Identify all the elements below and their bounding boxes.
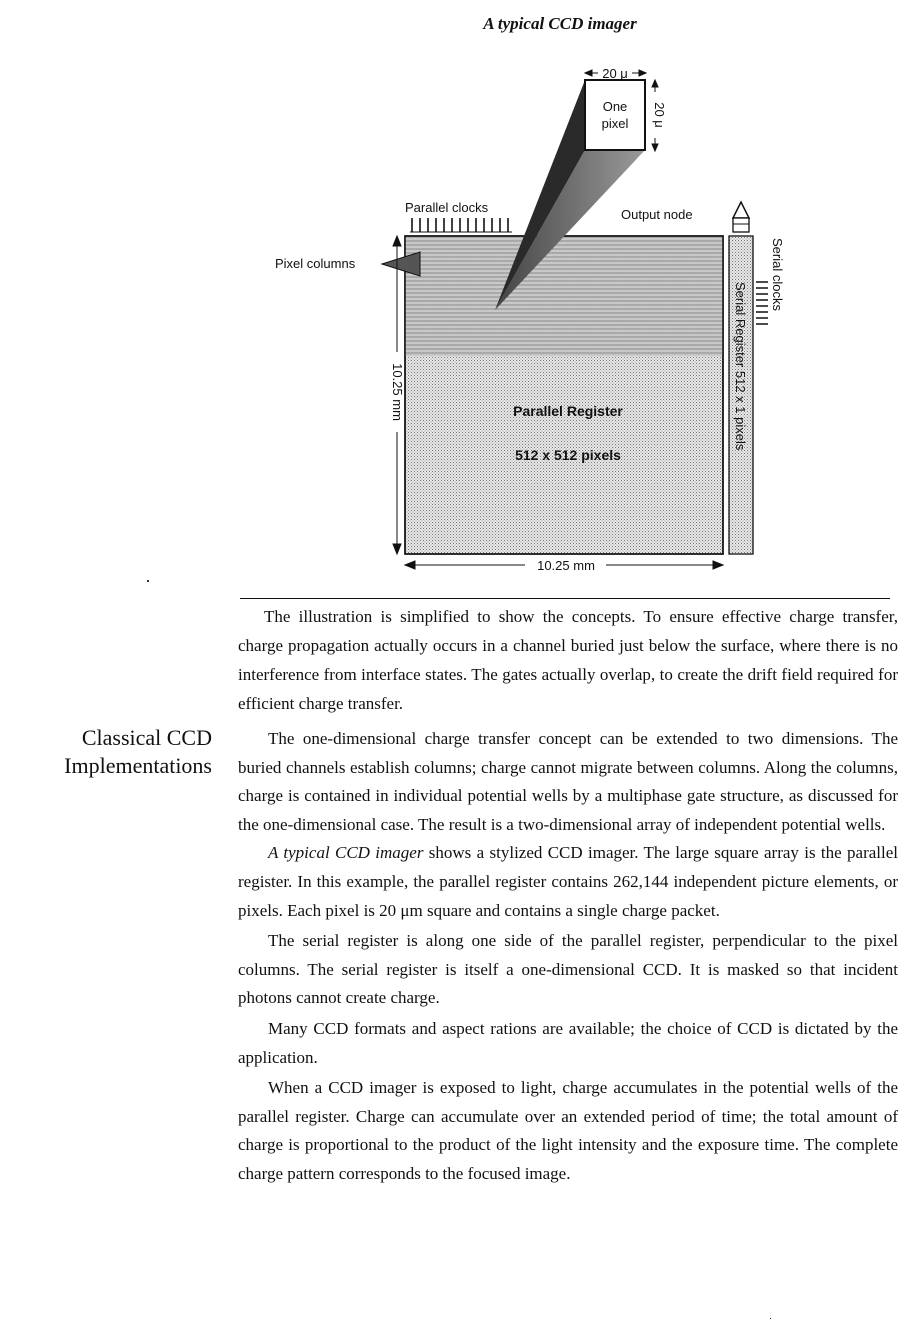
parallel-clocks-label: Parallel clocks: [405, 200, 489, 215]
one-pixel-label-2: pixel: [601, 116, 629, 131]
pixel-width-label: 20 μ: [602, 66, 628, 81]
paragraph: Many CCD formats and aspect rations are available; the choice of CCD is dictated by the application.: [238, 1018, 898, 1067]
paragraph: [238, 839, 898, 925]
parallel-register-label: Parallel Register: [513, 403, 623, 419]
width-dimension-label: 10.25 mm: [537, 558, 595, 573]
section-heading-line-1: Classical CCD: [81, 725, 212, 750]
serial-register-label: Serial Register 512 x 1 pixels: [733, 282, 748, 451]
pixel-height-label: 20 μ: [652, 102, 667, 128]
serial-clocks-label: Serial clocks: [770, 238, 785, 311]
pixel-columns-label: Pixel columns: [275, 256, 356, 271]
paragraph: The serial register is along one side of the parallel register, perpendicular to the pixel columns. The serial register is itself a one-dimensional CCD. It is masked so that incident photons cannot create charge.: [238, 931, 898, 1008]
parallel-clocks-icon: [410, 218, 512, 232]
figure-title: A typical CCD imager: [483, 14, 637, 33]
parallel-register-size-label: 512 x 512 pixels: [515, 447, 621, 463]
one-pixel-label-1: One: [602, 99, 628, 114]
caption-rule: [240, 598, 890, 599]
parallel-register: [405, 236, 723, 554]
serial-clocks-icon: [756, 282, 768, 324]
figure-reference: A typical CCD imager: [268, 843, 424, 863]
ccd-diagram: [0, 0, 915, 590]
output-node-label: Output node: [621, 207, 693, 222]
height-dimension-label: 10.25 mm: [390, 363, 405, 421]
print-speck: [770, 1318, 771, 1319]
section-heading: [14, 724, 212, 780]
output-node-icon: [733, 202, 749, 232]
paragraph: The one-dimensional charge transfer concept can be extended to two dimensions. The buried channels establish columns; charge cannot migrate between columns. Along the columns, charge is contained in individual potential wells by a multiphase gate structure, as discussed for the one-dimensional case. The result is a two-dimensional array of independent potential wells.: [238, 729, 898, 834]
figure-caption: The illustration is simplified to show the concepts. To ensure effective charge transfer, charge propagation actually occurs in a channel buried just below the surface, where there is no interference from interface states. The gates actually overlap, to create the drift field required for efficient charge transfer.: [238, 607, 898, 713]
pixel-columns-arrow: [382, 252, 420, 276]
paragraph: When a CCD imager is exposed to light, charge accumulates in the potential wells of the parallel register. Charge can accumulate over an extended period of time; the total amount of charge is proportional to the product of the light intensity and the exposure time. The complete charge pattern corresponds to the focused image.: [238, 1078, 898, 1183]
section-heading-line-2: Implementations: [64, 753, 212, 778]
one-pixel-box: [585, 80, 645, 150]
section-body: [238, 725, 898, 1189]
paragraph-text: shows a stylized CCD imager. The large square array is the parallel register. In this example, the parallel register contains 262,144 independent picture elements, or pixels. Each pixel is 20 μm square and contains a single charge packet.: [238, 843, 898, 920]
print-speck: [147, 580, 149, 582]
